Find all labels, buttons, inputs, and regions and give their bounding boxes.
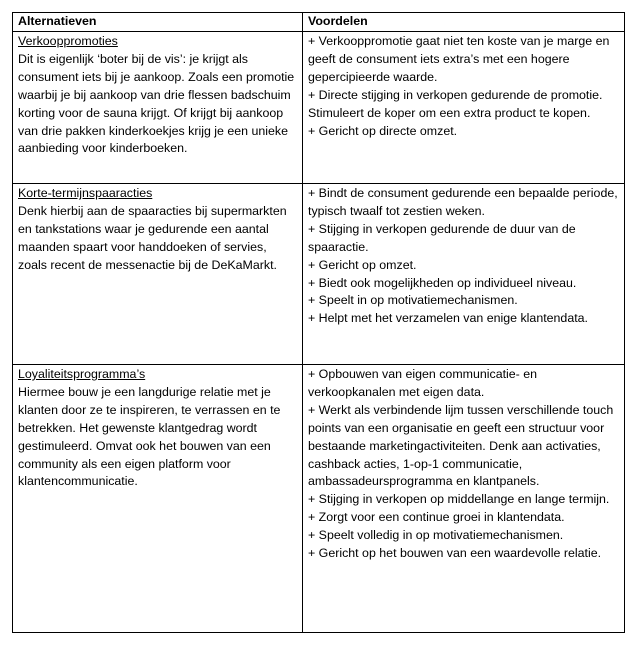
benefit-item: + Gericht op directe omzet. [308,123,458,138]
alternative-title: Loyaliteitsprogramma’s [18,367,146,381]
alternative-cell [13,365,303,633]
benefit-item: + Speelt volledig in op motivatiemechanismen. [308,528,564,543]
alternative-title: Verkooppromoties [18,34,118,48]
benefit-item: + Stijging in verkopen gedurende de duur van de spaaractie. [308,221,576,254]
benefit-item: + Stijging in verkopen op middellange en lange termijn. [308,492,610,507]
benefits-cell [303,184,625,365]
header-alternatives: Alternatieven [13,13,303,32]
alternative-description: Dit is eigenlijk ‘boter bij de vis’: je krijgt als consument iets bij je aankoop. Zoals een promotie waarbij je bij aankoop van drie flessen badschuim korting voor de sauna krijgt. Of krijgt bij aankoop van drie pakken kinderkoekjes krijg je een unieke aanbieding voor kinderboeken. [18,51,295,156]
table-row [13,184,625,365]
header-row [13,13,625,32]
alternative-title: Korte-termijnspaaracties [18,186,153,200]
alternative-description: Denk hierbij aan de spaaracties bij supermarkten en tankstations waar je gedurende een aantal maanden spaart voor handdoeken of servies, zoals recent de messenactie bij de DeKaMarkt. [18,203,287,272]
alternative-cell [13,32,303,184]
benefits-cell [303,365,625,633]
benefit-item: + Bindt de consument gedurende een bepaalde periode, typisch twaalf tot zestien weken. [308,186,618,218]
header-benefits: Voordelen [303,13,625,32]
table-row [13,32,625,184]
benefit-item: + Verkooppromotie gaat niet ten koste van je marge en geeft de consument iets extra’s met een hogere gepercipieerde waarde. [308,34,610,84]
alternative-cell [13,184,303,365]
benefit-item: + Gericht op omzet. [308,257,417,272]
table-row [13,365,625,633]
benefit-item: + Speelt in op motivatiemechanismen. [308,293,518,308]
comparison-table [12,12,625,633]
benefit-item: + Werkt als verbindende lijm tussen verschillende touch points van een organisatie en geeft een structuur voor bestaande marketingactiviteiten. Denk aan activaties, cashback acties, 1-op-1 communicatie, ambassadeursprogramma en klantpanels. [308,402,614,489]
benefits-cell [303,32,625,184]
benefit-item: + Gericht op het bouwen van een waardevolle relatie. [308,546,602,561]
alternative-description: Hiermee bouw je een langdurige relatie met je klanten door ze te inspireren, te verrassen en te betrekken. Het gewenste klantgedrag wordt gestimuleerd. Omvat ook het bouwen van een community als een eigen platform voor klantencommunicatie. [18,384,281,489]
benefit-item: + Opbouwen van eigen communicatie- en verkoopkanalen met eigen data. [308,367,538,399]
benefit-item: + Biedt ook mogelijkheden op individueel niveau. [308,275,577,290]
benefit-item: + Zorgt voor een continue groei in klantendata. [308,510,565,525]
benefit-item: + Helpt met het verzamelen van enige klantendata. [308,311,588,326]
benefit-item: + Directe stijging in verkopen gedurende de promotie. Stimuleert de koper om een extra product te kopen. [308,87,603,120]
